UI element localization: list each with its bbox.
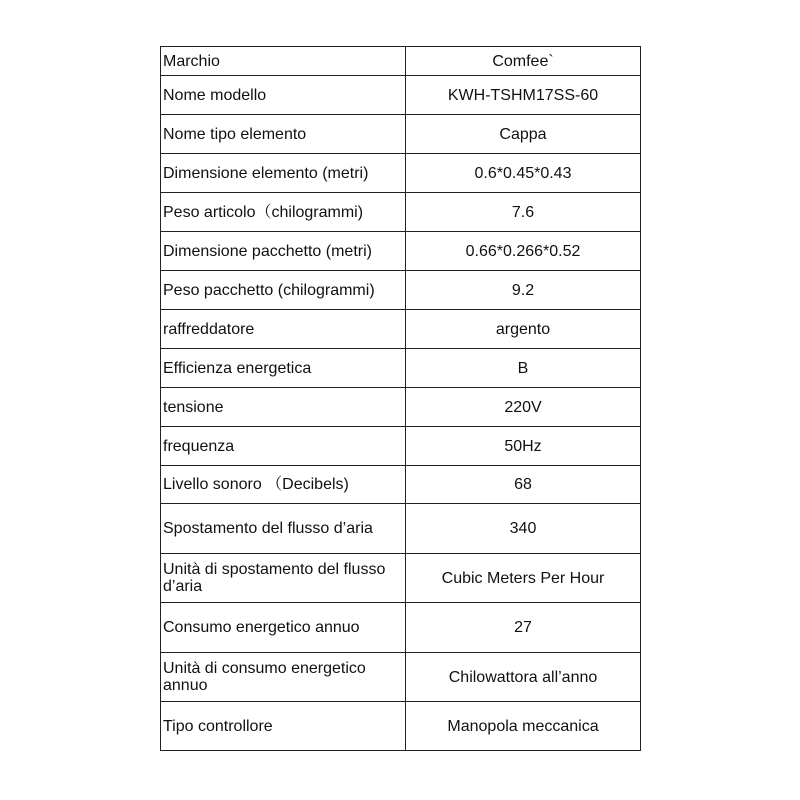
spec-value: Comfee`	[406, 47, 641, 76]
table-row	[161, 388, 641, 427]
table-row	[161, 115, 641, 154]
table-row	[161, 310, 641, 349]
table-row	[161, 554, 641, 603]
spec-value: argento	[406, 310, 641, 349]
spec-label: Unità di spostamento del flusso d’aria	[161, 554, 406, 603]
table-row	[161, 193, 641, 232]
spec-value: 9.2	[406, 271, 641, 310]
table-row	[161, 154, 641, 193]
spec-value: 50Hz	[406, 427, 641, 466]
spec-label: Peso pacchetto (chilogrammi)	[161, 271, 406, 310]
table-row	[161, 504, 641, 554]
spec-label: Marchio	[161, 47, 406, 76]
spec-value: 7.6	[406, 193, 641, 232]
spec-value: 340	[406, 504, 641, 554]
spec-label: Tipo controllore	[161, 702, 406, 751]
spec-label: raffreddatore	[161, 310, 406, 349]
table-row	[161, 466, 641, 504]
table-row	[161, 76, 641, 115]
table-row	[161, 702, 641, 751]
table-row	[161, 271, 641, 310]
table-row	[161, 653, 641, 702]
spec-label: frequenza	[161, 427, 406, 466]
spec-value: 27	[406, 603, 641, 653]
spec-label: Peso articolo（chilogrammi)	[161, 193, 406, 232]
spec-value: Cappa	[406, 115, 641, 154]
spec-label: Livello sonoro （Decibels)	[161, 466, 406, 504]
spec-value: Manopola meccanica	[406, 702, 641, 751]
table-row	[161, 349, 641, 388]
spec-label: Dimensione elemento (metri)	[161, 154, 406, 193]
spec-value: 0.66*0.266*0.52	[406, 232, 641, 271]
spec-value: KWH-TSHM17SS-60	[406, 76, 641, 115]
spec-value: B	[406, 349, 641, 388]
table-row	[161, 232, 641, 271]
spec-value: Chilowattora all’anno	[406, 653, 641, 702]
table-row	[161, 603, 641, 653]
spec-label: Dimensione pacchetto (metri)	[161, 232, 406, 271]
spec-value: 220V	[406, 388, 641, 427]
spec-label: Nome tipo elemento	[161, 115, 406, 154]
spec-value: 68	[406, 466, 641, 504]
spec-table	[160, 46, 641, 751]
spec-label: tensione	[161, 388, 406, 427]
spec-label: Consumo energetico annuo	[161, 603, 406, 653]
spec-label: Spostamento del flusso d’aria	[161, 504, 406, 554]
spec-value: Cubic Meters Per Hour	[406, 554, 641, 603]
spec-value: 0.6*0.45*0.43	[406, 154, 641, 193]
spec-label: Nome modello	[161, 76, 406, 115]
spec-label: Efficienza energetica	[161, 349, 406, 388]
spec-label: Unità di consumo energetico annuo	[161, 653, 406, 702]
table-row	[161, 47, 641, 76]
table-row	[161, 427, 641, 466]
